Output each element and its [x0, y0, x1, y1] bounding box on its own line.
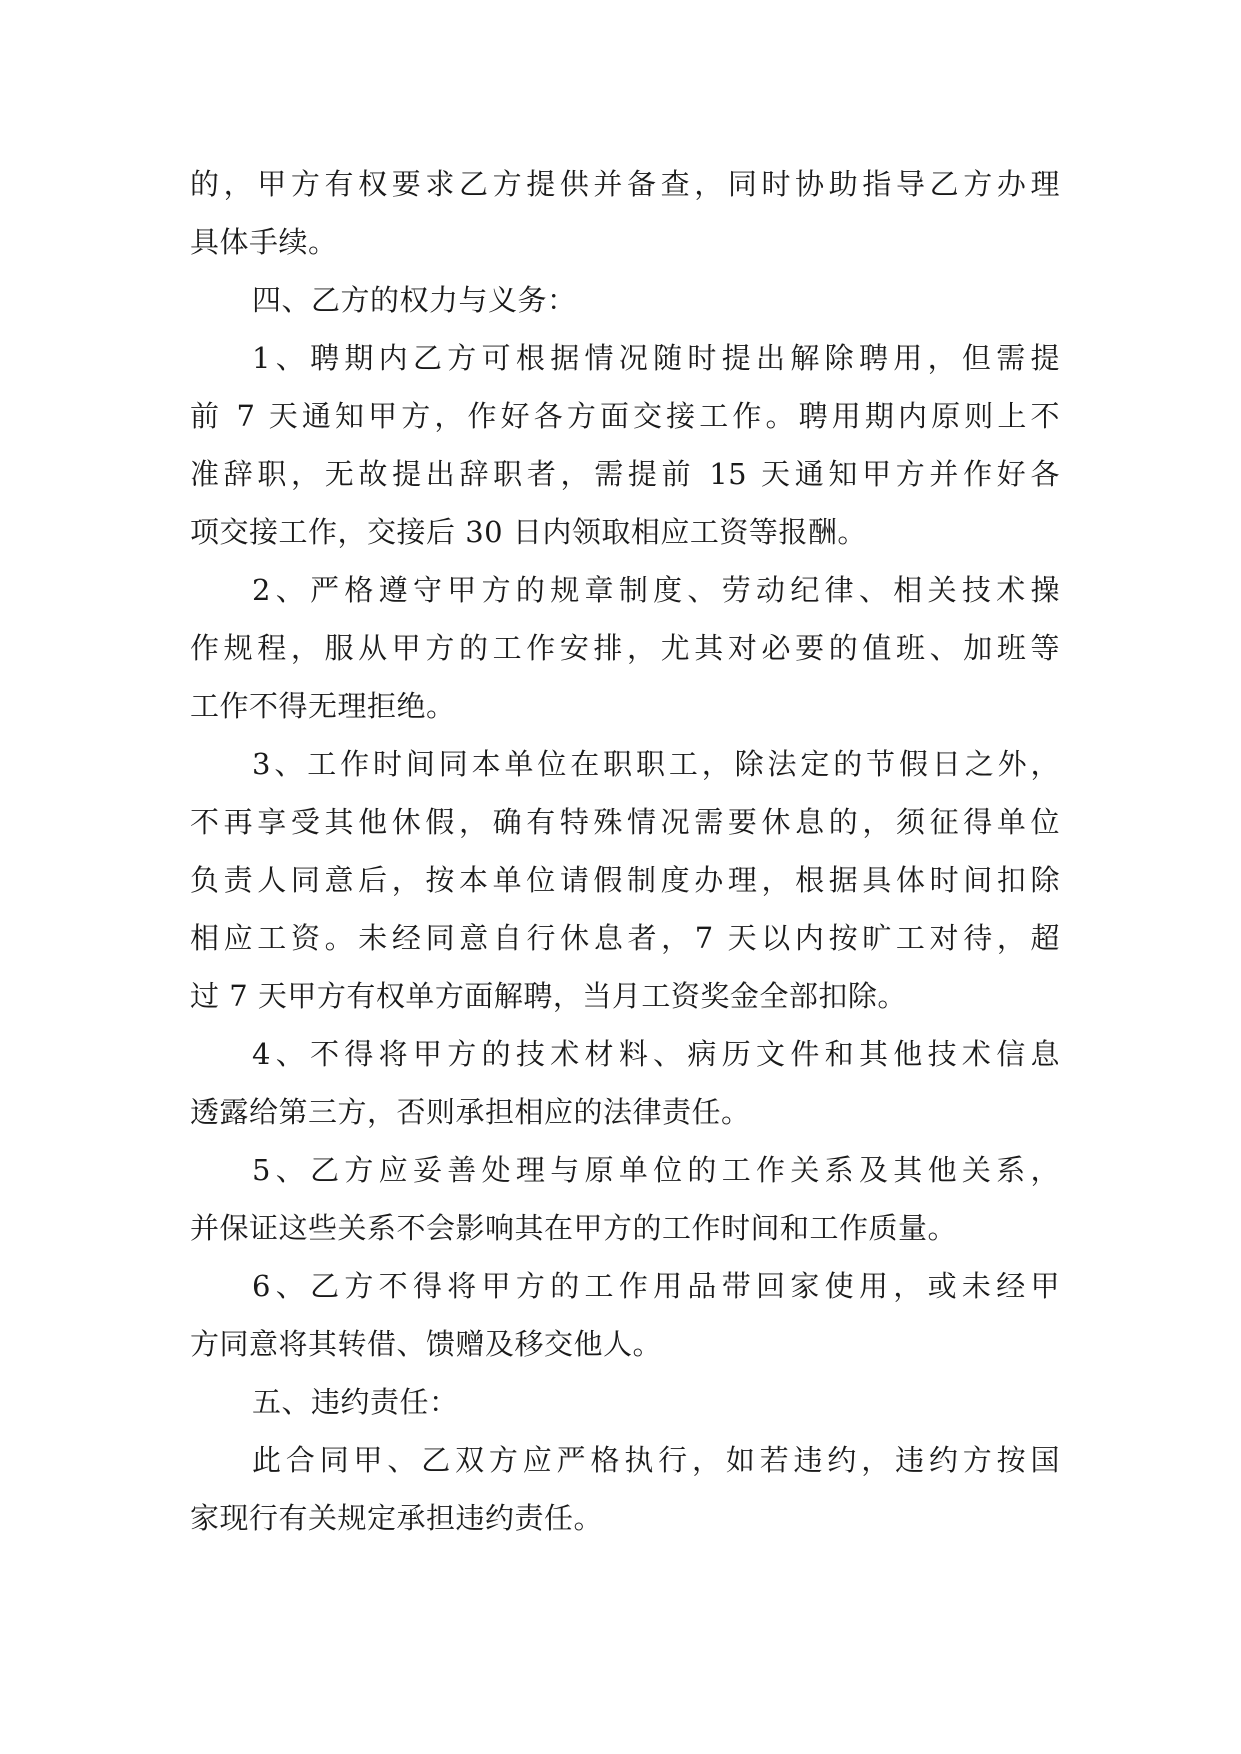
section-heading: 四、乙方的权力与义务：: [252, 283, 577, 317]
text-line: 并保证这些关系不会影响其在甲方的工作时间和工作质量。: [190, 1211, 958, 1245]
text-line: 此合同甲、乙双方应严格执行，如若违约，违约方按国: [252, 1443, 1060, 1477]
text-line: 的，甲方有权要求乙方提供并备查，同时协助指导乙方办理: [190, 167, 1060, 201]
text-line: 相应工资。未经同意自行休息者，7 天以内按旷工对待，超: [190, 921, 1060, 955]
text-line: 5、乙方应妥善处理与原单位的工作关系及其他关系，: [252, 1153, 1060, 1187]
text-line: 具体手续。: [190, 225, 338, 259]
text-line: 前 7 天通知甲方，作好各方面交接工作。聘用期内原则上不: [190, 399, 1060, 433]
text-line: 作规程，服从甲方的工作安排，尤其对必要的值班、加班等: [190, 631, 1060, 665]
text-line: 方同意将其转借、馈赠及移交他人。: [190, 1327, 663, 1361]
text-line: 6、乙方不得将甲方的工作用品带回家使用，或未经甲: [252, 1269, 1060, 1303]
text-line: 准辞职，无故提出辞职者，需提前 15 天通知甲方并作好各: [190, 457, 1060, 491]
text-line: 不再享受其他休假，确有特殊情况需要休息的，须征得单位: [190, 805, 1060, 839]
text-line: 透露给第三方，否则承担相应的法律责任。: [190, 1095, 751, 1129]
text-line: 工作不得无理拒绝。: [190, 689, 456, 723]
text-line: 负责人同意后，按本单位请假制度办理，根据具体时间扣除: [190, 863, 1060, 897]
text-line: 2、严格遵守甲方的规章制度、劳动纪律、相关技术操: [252, 573, 1060, 607]
text-line: 3、工作时间同本单位在职职工，除法定的节假日之外，: [252, 747, 1060, 781]
section-heading: 五、违约责任：: [252, 1385, 459, 1419]
text-line: 项交接工作，交接后 30 日内领取相应工资等报酬。: [190, 515, 867, 549]
text-line: 家现行有关规定承担违约责任。: [190, 1501, 604, 1535]
text-line: 4、不得将甲方的技术材料、病历文件和其他技术信息: [252, 1037, 1060, 1071]
text-line: 过 7 天甲方有权单方面解聘，当月工资奖金全部扣除。: [190, 979, 907, 1013]
text-line: 1、聘期内乙方可根据情况随时提出解除聘用，但需提: [252, 341, 1060, 375]
